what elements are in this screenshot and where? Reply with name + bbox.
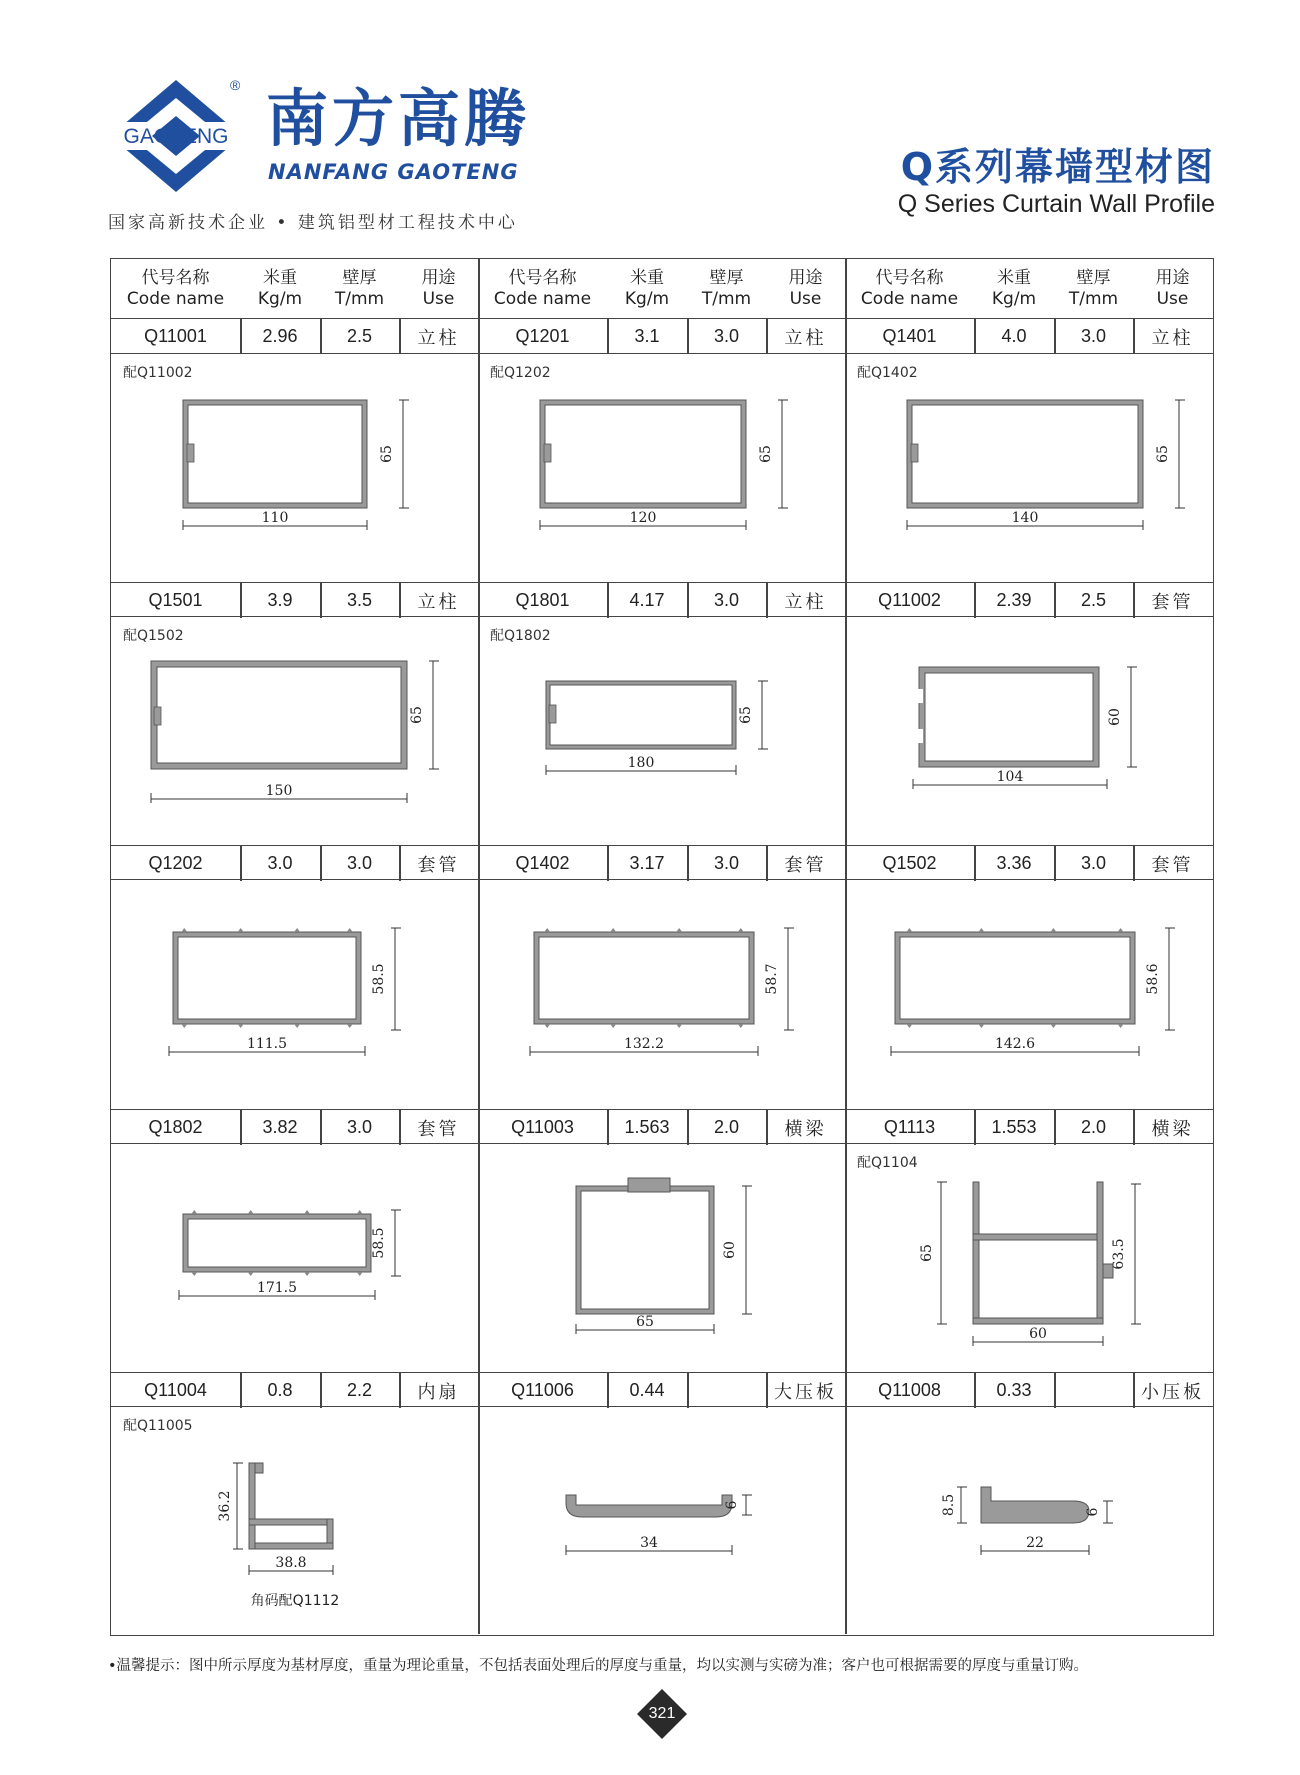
profile-use: 立柱	[784, 327, 827, 349]
profile-stud	[191, 1272, 197, 1276]
profile-thick: 3.0	[1080, 326, 1107, 346]
profile-thick: 3.5	[346, 590, 373, 610]
header-label-cn: 用途	[788, 268, 823, 288]
header-cell	[320, 259, 399, 319]
brand-tagline: 国家高新技术企业 • 建筑铝型材工程技术中心	[108, 213, 518, 233]
profile-diagram	[478, 1407, 845, 1635]
dimension-label: 60	[1029, 1326, 1047, 1342]
profile-weight: 3.9	[267, 590, 293, 610]
profile-weight: 1.563	[624, 1117, 670, 1137]
table-row	[111, 1109, 1213, 1144]
gaoteng-logo-icon	[106, 76, 246, 196]
dimension-label: 65	[919, 1244, 935, 1262]
profile-stud	[304, 1210, 310, 1214]
dimension-label: 58.5	[371, 1227, 387, 1259]
profile-diagram	[845, 1144, 1212, 1372]
profile-stud	[294, 1024, 300, 1028]
profile-shape	[981, 1487, 1089, 1523]
profile-use: 立柱	[784, 591, 827, 613]
cell-divider	[607, 1373, 609, 1408]
profile-use: 套管	[417, 854, 460, 876]
dimension-label: 60	[722, 1241, 738, 1259]
profile-shape	[925, 673, 1093, 761]
profile-diagram	[111, 1407, 478, 1635]
header-cell	[240, 259, 320, 319]
dimension-label: 22	[1026, 1535, 1044, 1551]
dimension-label: 110	[261, 510, 289, 526]
dimension-label: 142.6	[994, 1036, 1036, 1052]
dimension-label: 63.5	[1111, 1238, 1127, 1270]
cell-divider	[607, 583, 609, 618]
cell-divider	[607, 319, 609, 354]
header-label-en: Kg/m	[257, 289, 303, 309]
profile-code: Q11003	[511, 1117, 574, 1137]
dimension-label: 65	[1155, 445, 1171, 463]
dimension-label: 58.5	[371, 963, 387, 995]
profile-code: Q1501	[148, 590, 203, 610]
cell-divider	[1133, 583, 1135, 618]
header-label-en: T/mm	[334, 289, 385, 309]
profile-stud	[738, 928, 744, 932]
dimension-label: 38.8	[275, 1555, 307, 1571]
dimension-label: 6	[724, 1500, 740, 1510]
dimension-label: 150	[265, 783, 293, 799]
profile-code: Q11008	[878, 1380, 941, 1400]
profile-diagram	[845, 354, 1212, 582]
profile-thick	[1054, 1373, 1133, 1408]
cell-divider	[687, 846, 689, 881]
page-title-cn: Q系列幕墙型材图	[900, 145, 1215, 189]
header-cell	[845, 259, 974, 319]
profile-shape	[249, 1519, 333, 1525]
cell-divider	[320, 1373, 322, 1408]
logo-text: GAOTENG	[123, 125, 229, 148]
profile-shape	[188, 405, 362, 503]
profile-stud	[978, 1024, 984, 1028]
header-cell	[766, 259, 845, 319]
header-label-cn: 米重	[263, 268, 297, 288]
corner-bracket-label: 角码配Q1112	[250, 1593, 340, 1609]
profile-diagram	[845, 880, 1212, 1108]
dimension-label: 65	[409, 706, 425, 724]
header-cell	[1054, 259, 1133, 319]
profile-shape	[255, 1463, 263, 1473]
header-label-en: Code name	[860, 289, 959, 309]
header-cell	[974, 259, 1054, 319]
profile-code: Q1801	[515, 590, 570, 610]
profile-shape	[581, 1191, 709, 1309]
profile-shape	[187, 444, 194, 462]
dimension-label: 180	[627, 755, 655, 771]
dimension-label: 65	[379, 445, 395, 463]
table-header	[111, 259, 1213, 319]
profile-stud	[238, 928, 244, 932]
dimension-label: 104	[996, 769, 1024, 785]
profile-thick: 3.0	[346, 1117, 373, 1137]
dimension-label: 132.2	[623, 1036, 665, 1052]
profile-shape	[973, 1234, 1103, 1240]
profile-shape	[912, 405, 1138, 503]
profile-stud	[738, 1024, 744, 1028]
cell-divider	[974, 1110, 976, 1145]
cell-divider	[240, 1110, 242, 1145]
header-label-en: Use	[1156, 289, 1189, 309]
header-label-en: Use	[789, 289, 822, 309]
cell-divider	[399, 1110, 401, 1145]
cell-divider	[974, 583, 976, 618]
header-cell	[607, 259, 687, 319]
profile-code: Q1402	[515, 853, 570, 873]
profile-stud	[357, 1272, 363, 1276]
profile-shape	[566, 1495, 732, 1517]
cell-divider	[974, 846, 976, 881]
profile-thick: 3.0	[713, 326, 740, 346]
pair-label: 配Q1502	[123, 628, 184, 644]
profile-shape	[539, 937, 749, 1019]
profile-shape	[154, 707, 161, 725]
profile-drawing	[845, 1407, 1212, 1635]
header-label-en: Code name	[493, 289, 592, 309]
dimension-label: 140	[1011, 510, 1039, 526]
header-label-en: Code name	[126, 289, 225, 309]
profile-drawing	[111, 1144, 478, 1372]
table-row	[111, 845, 1213, 880]
profile-thick: 2.0	[713, 1117, 740, 1137]
pair-label: 配Q11002	[123, 365, 193, 381]
cell-divider	[320, 583, 322, 618]
header-label-cn: 用途	[421, 268, 456, 288]
profile-weight: 2.39	[996, 590, 1032, 610]
profile-drawing	[845, 1144, 1212, 1372]
profile-weight: 3.82	[262, 1117, 298, 1137]
cell-divider	[1054, 1373, 1056, 1408]
cell-divider	[687, 1373, 689, 1408]
header-cell	[1133, 259, 1212, 319]
profile-shape	[913, 689, 923, 703]
cell-divider	[766, 1373, 768, 1408]
cell-divider	[1133, 846, 1135, 881]
profile-drawing	[478, 880, 845, 1108]
profile-thick: 3.0	[1080, 853, 1107, 873]
profile-weight: 0.44	[629, 1380, 665, 1400]
profile-weight: 0.8	[267, 1380, 293, 1400]
dimension-label: 171.5	[256, 1280, 298, 1296]
profile-drawing	[478, 354, 845, 582]
cell-divider	[320, 846, 322, 881]
cell-divider	[687, 319, 689, 354]
cell-divider	[240, 846, 242, 881]
profile-diagram	[478, 617, 845, 845]
brand-name-cn: 南方高腾	[266, 82, 531, 155]
header-label-en: T/mm	[1068, 289, 1119, 309]
profile-code: Q11001	[144, 326, 207, 346]
profile-stud	[1118, 1024, 1124, 1028]
profile-diagram	[478, 880, 845, 1108]
profile-stud	[544, 928, 550, 932]
header-label-en: T/mm	[701, 289, 752, 309]
profile-stud	[1118, 928, 1124, 932]
profile-drawing	[845, 354, 1212, 582]
profile-stud	[1050, 1024, 1056, 1028]
profile-stud	[544, 1024, 550, 1028]
profile-stud	[248, 1210, 254, 1214]
profile-drawing	[478, 1407, 845, 1635]
dimension-label: 6	[1085, 1507, 1101, 1517]
table-row	[111, 582, 1213, 617]
profile-shape	[1097, 1182, 1103, 1324]
profile-stud	[610, 928, 616, 932]
profile-code: Q1502	[882, 853, 937, 873]
profile-stud	[978, 928, 984, 932]
dimension-label: 60	[1107, 708, 1123, 726]
profile-code: Q1802	[148, 1117, 203, 1137]
cell-divider	[240, 319, 242, 354]
profile-stud	[906, 1024, 912, 1028]
dimension-label: 58.6	[1145, 963, 1161, 995]
profile-weight: 2.96	[262, 326, 298, 346]
cell-divider	[399, 319, 401, 354]
profile-weight: 0.33	[996, 1380, 1032, 1400]
profile-stud	[181, 928, 187, 932]
cell-divider	[607, 846, 609, 881]
table-row	[111, 319, 1213, 354]
profile-drawing	[111, 354, 478, 582]
profile-use: 内扇	[417, 1381, 460, 1403]
profile-diagram	[478, 354, 845, 582]
header-label-cn: 米重	[997, 268, 1031, 288]
profile-stud	[191, 1210, 197, 1214]
profile-diagram	[111, 354, 478, 582]
cell-divider	[1054, 319, 1056, 354]
registered-mark: ®	[230, 77, 241, 93]
header-cell	[399, 259, 478, 319]
profile-weight: 3.36	[996, 853, 1032, 873]
header-cell	[687, 259, 766, 319]
pair-label: 配Q1202	[490, 365, 551, 381]
profile-diagram	[478, 1144, 845, 1372]
profile-stud	[238, 1024, 244, 1028]
profile-code: Q11004	[144, 1380, 207, 1400]
profile-thick: 2.5	[346, 326, 373, 346]
dimension-label: 36.2	[217, 1490, 233, 1522]
cell-divider	[1054, 846, 1056, 881]
profile-stud	[347, 1024, 353, 1028]
cell-divider	[1133, 319, 1135, 354]
profile-weight: 4.17	[629, 590, 665, 610]
header-label-en: Use	[422, 289, 455, 309]
cell-divider	[399, 583, 401, 618]
header-cell	[111, 259, 240, 319]
profile-thick: 2.5	[1080, 590, 1107, 610]
header-label-en: Kg/m	[624, 289, 670, 309]
header-label-cn: 壁厚	[1076, 268, 1111, 288]
cell-divider	[240, 1373, 242, 1408]
pair-label: 配Q1802	[490, 628, 551, 644]
header-label-cn: 米重	[630, 268, 664, 288]
page-title-en: Q Series Curtain Wall Profile	[897, 190, 1215, 218]
profile-thick: 3.0	[713, 853, 740, 873]
profile-use: 套管	[417, 1118, 460, 1140]
profile-shape	[628, 1178, 670, 1192]
profile-drawing	[845, 617, 1212, 845]
cell-divider	[1133, 1373, 1135, 1408]
cell-divider	[607, 1110, 609, 1145]
cell-divider	[1133, 1110, 1135, 1145]
profile-stud	[181, 1024, 187, 1028]
profile-code: Q1202	[148, 853, 203, 873]
cell-divider	[766, 319, 768, 354]
profile-use: 立柱	[417, 327, 460, 349]
profile-shape	[545, 405, 741, 503]
profile-diagram	[845, 617, 1212, 845]
cell-divider	[766, 583, 768, 618]
profile-weight: 1.553	[991, 1117, 1037, 1137]
profile-stud	[1050, 928, 1056, 932]
profile-shape	[544, 444, 551, 462]
profile-shape	[549, 705, 556, 723]
cell-divider	[687, 1110, 689, 1145]
cell-divider	[320, 1110, 322, 1145]
profile-diagram	[111, 1144, 478, 1372]
profile-stud	[906, 928, 912, 932]
profile-shape	[973, 1318, 1103, 1324]
profile-use: 立柱	[417, 591, 460, 613]
profile-use: 横梁	[1151, 1118, 1194, 1140]
profile-stud	[357, 1210, 363, 1214]
profile-use: 立柱	[1151, 327, 1194, 349]
profile-code: Q1113	[883, 1117, 936, 1137]
cell-divider	[1054, 583, 1056, 618]
profile-shape	[550, 685, 732, 745]
profile-stud	[294, 928, 300, 932]
profile-drawing	[111, 1407, 478, 1635]
table-row	[111, 1372, 1213, 1407]
header-label-cn: 代号名称	[508, 268, 577, 288]
profile-diagram	[845, 1407, 1212, 1635]
profile-diagram	[111, 617, 478, 845]
profile-stud	[304, 1272, 310, 1276]
pair-label: 配Q11005	[123, 1418, 193, 1434]
cell-divider	[687, 583, 689, 618]
profile-diagram	[111, 880, 478, 1108]
footnote: •温馨提示：图中所示厚度为基材厚度，重量为理论重量，不包括表面处理后的厚度与重量，均以实测与实磅为准；客户也可根据需要的厚度与重量订购。	[108, 1658, 1089, 1674]
profile-shape	[157, 667, 401, 763]
profile-use: 横梁	[784, 1118, 827, 1140]
profile-shape	[900, 937, 1130, 1019]
cell-divider	[399, 1373, 401, 1408]
profile-thick: 2.0	[1080, 1117, 1107, 1137]
profile-weight: 3.1	[634, 326, 660, 346]
header-label-cn: 壁厚	[709, 268, 744, 288]
header-label-cn: 壁厚	[342, 268, 377, 288]
profile-use: 小压板	[1141, 1381, 1204, 1403]
profile-drawing	[478, 1144, 845, 1372]
cell-divider	[974, 1373, 976, 1408]
cell-divider	[766, 846, 768, 881]
dimension-label: 34	[640, 1535, 658, 1551]
profile-shape	[188, 1219, 366, 1267]
profile-code: Q1201	[515, 326, 570, 346]
profile-shape	[973, 1182, 979, 1324]
profile-stud	[676, 928, 682, 932]
profile-stud	[347, 928, 353, 932]
dimension-label: 58.7	[764, 963, 780, 995]
page-number: 321	[648, 1705, 676, 1722]
brand-name-en: NANFANG GAOTENG	[268, 160, 519, 184]
header-label-en: Kg/m	[991, 289, 1037, 309]
profile-code: Q11002	[878, 590, 941, 610]
dimension-label: 111.5	[246, 1036, 288, 1052]
profile-shape	[249, 1463, 255, 1549]
profile-use: 大压板	[774, 1381, 837, 1403]
dimension-label: 65	[738, 706, 754, 724]
profile-shape	[911, 444, 918, 462]
pair-label: 配Q1104	[857, 1155, 918, 1171]
profile-stud	[248, 1272, 254, 1276]
cell-divider	[974, 319, 976, 354]
header-label-cn: 用途	[1155, 268, 1190, 288]
profile-weight: 3.0	[267, 853, 293, 873]
profile-drawing	[478, 617, 845, 845]
dimension-label: 8.5	[941, 1493, 957, 1517]
profile-table	[110, 258, 1214, 1636]
profile-drawing	[111, 880, 478, 1108]
dimension-label: 65	[758, 445, 774, 463]
profile-thick: 3.0	[346, 853, 373, 873]
cell-divider	[1054, 1110, 1056, 1145]
cell-divider	[320, 319, 322, 354]
profile-drawing	[111, 617, 478, 845]
profile-code: Q11006	[511, 1380, 574, 1400]
profile-weight: 3.17	[629, 853, 665, 873]
header-label-cn: 代号名称	[875, 268, 944, 288]
profile-drawing	[845, 880, 1212, 1108]
cell-divider	[399, 846, 401, 881]
profile-code: Q1401	[882, 326, 937, 346]
header-label-cn: 代号名称	[141, 268, 210, 288]
dimension-label: 120	[629, 510, 657, 526]
profile-use: 套管	[1151, 591, 1194, 613]
dimension-label: 65	[636, 1314, 654, 1330]
pair-label: 配Q1402	[857, 365, 918, 381]
profile-thick	[687, 1373, 766, 1408]
profile-use: 套管	[1151, 854, 1194, 876]
profile-shape	[255, 1543, 333, 1549]
header-cell	[478, 259, 607, 319]
cell-divider	[240, 583, 242, 618]
profile-thick: 2.2	[346, 1380, 373, 1400]
profile-shape	[178, 937, 356, 1019]
profile-thick: 3.0	[713, 590, 740, 610]
profile-shape	[913, 729, 923, 743]
profile-stud	[610, 1024, 616, 1028]
cell-divider	[766, 1110, 768, 1145]
profile-stud	[676, 1024, 682, 1028]
profile-weight: 4.0	[1001, 326, 1027, 346]
profile-use: 套管	[784, 854, 827, 876]
